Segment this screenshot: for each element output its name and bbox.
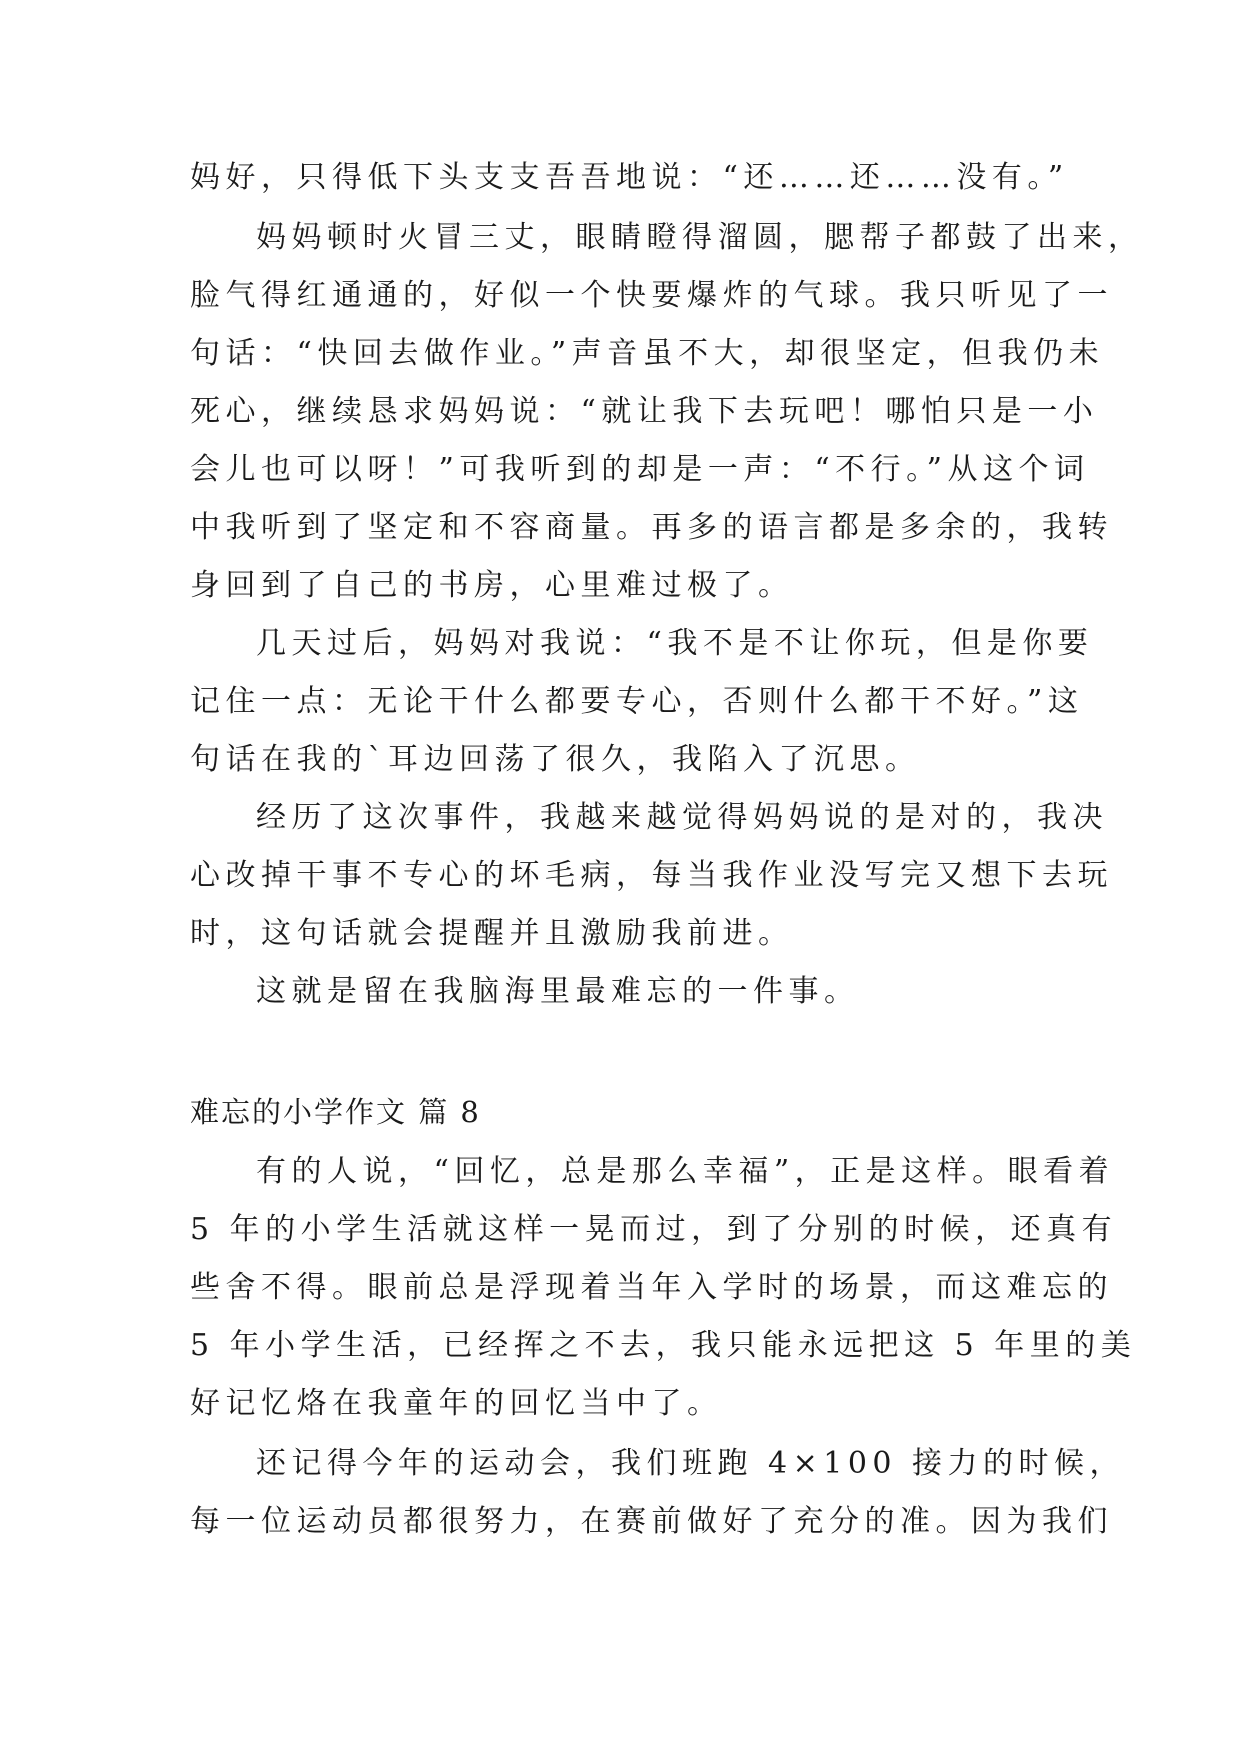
text-line: 好记忆烙在我童年的回忆当中了。 (190, 1386, 723, 1421)
text-line: 这就是留在我脑海里最难忘的一件事。 (256, 974, 860, 1009)
text-line: 时，这句话就会提醒并且激励我前进。 (190, 916, 794, 951)
text-line: 有的人说，“回忆，总是那么幸福”，正是这样。眼看着 (256, 1154, 1115, 1189)
text-line: 5 年小学生活，已经挥之不去，我只能永远把这 5 年里的美 (190, 1328, 1137, 1363)
text-line: 中我听到了坚定和不容商量。再多的语言都是多余的，我转 (190, 510, 1113, 545)
text-line: 些舍不得。眼前总是浮现着当年入学时的场景，而这难忘的 (190, 1270, 1113, 1305)
text-line: 每一位运动员都很努力，在赛前做好了充分的准。因为我们 (190, 1504, 1113, 1539)
text-line: 脸气得红通通的，好似一个快要爆炸的气球。我只听见了一 (190, 278, 1113, 313)
text-line: 会儿也可以呀！”可我听到的却是一声：“不行。”从这个词 (190, 452, 1090, 487)
text-line: 还记得今年的运动会，我们班跑 4×100 接力的时候， (256, 1446, 1126, 1481)
text-line: 几天过后，妈妈对我说：“我不是不让你玩，但是你要 (256, 626, 1094, 661)
text-line: 经历了这次事件，我越来越觉得妈妈说的是对的，我决 (256, 800, 1108, 835)
section-heading: 难忘的小学作文 篇 8 (190, 1095, 481, 1129)
text-line: 心改掉干事不专心的坏毛病，每当我作业没写完又想下去玩 (190, 858, 1113, 893)
text-line: 身回到了自己的书房，心里难过极了。 (190, 568, 794, 603)
text-line: 句话：“快回去做作业。”声音虽不大，却很坚定，但我仍未 (190, 336, 1105, 371)
text-line: 句话在我的`耳边回荡了很久，我陷入了沉思。 (190, 742, 921, 777)
text-line: 记住一点：无论干什么都要专心，否则什么都干不好。”这 (190, 684, 1084, 719)
text-line: 5 年的小学生活就这样一晃而过，到了分别的时候，还真有 (190, 1212, 1118, 1247)
text-line: 妈妈顿时火冒三丈，眼睛瞪得溜圆，腮帮子都鼓了出来， (256, 220, 1144, 255)
text-line: 妈好，只得低下头支支吾吾地说：“还……还……没有。” (190, 160, 1069, 195)
text-line: 死心，继续恳求妈妈说：“就让我下去玩吧！哪怕只是一小 (190, 394, 1099, 429)
